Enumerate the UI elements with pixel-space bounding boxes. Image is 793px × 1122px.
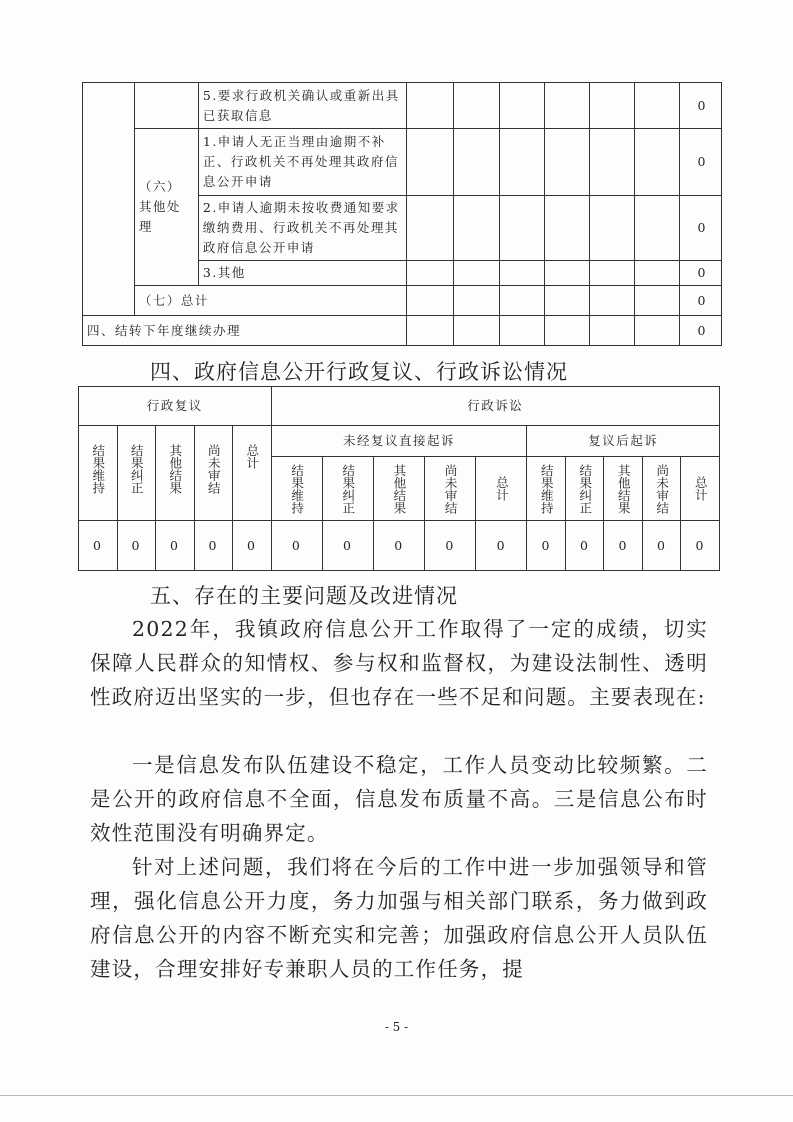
application-handling-table [82,82,722,346]
section-4-heading: 四、政府信息公开行政复议、行政诉讼情况 [150,360,568,384]
group-label: （六）其他处理 [134,129,198,286]
column-header [565,457,604,521]
value-cell: 0 [642,521,681,571]
value-cell: 0 [322,521,373,571]
value-cell: 0 [527,521,566,571]
scan-edge-line [0,1095,793,1096]
column-header [425,457,476,521]
paragraph: 一是信息发布队伍建设不稳定，工作人员变动比较频繁。二是公开的政府信息不全面，信息发布质量不高。三是信息公布时效性范围没有明确界定。 [90,753,708,845]
column-header [373,457,424,521]
column-header-text: 总计 [494,476,510,501]
value-cell: 0 [233,521,272,571]
column-header-text: 尚未审结 [206,444,222,494]
column-header-text: 结果纠正 [340,463,356,514]
column-header-text: 尚未审结 [654,463,670,514]
column-header-text: 结果纠正 [129,444,145,494]
after-review-header: 复议后起诉 [527,426,720,457]
column-header-text: 结果维持 [90,444,106,494]
column-header [476,457,527,521]
direct-suit-header: 未经复议直接起诉 [271,426,527,457]
row-value: 0 [679,286,721,316]
column-header [117,426,156,521]
column-header-text: 结果纠正 [577,463,593,514]
column-header [156,426,195,521]
paragraph: 针对上述问题，我们将在今后的工作中进一步加强领导和管理，强化信息公开力度，务力加强与相关部门联系，务力做到政府信息公开的内容不断充实和完善；加强政府信息公开人员队伍建设，合理安排好专兼职人员的工作任务，提 [90,855,708,981]
column-header [642,457,681,521]
column-header [527,457,566,521]
column-header [233,426,272,521]
table-row [83,129,722,196]
review-litigation-table [78,386,720,571]
row-label: 2.申请人逾期未按收费通知要求缴纳费用、行政机关不再处理其政府信息公开申请 [198,196,406,261]
column-header [194,426,233,521]
column-header-text: 结果维持 [539,463,555,514]
column-header [604,457,643,521]
row-value: 0 [679,129,721,196]
table-row [83,316,722,346]
row-value: 0 [679,261,721,286]
table-row [83,83,722,129]
row-label: 四、结转下年度继续办理 [83,316,407,346]
value-cell: 0 [373,521,424,571]
value-cell: 0 [156,521,195,571]
row-label: 3.其他 [198,261,406,286]
page-number: - 5 - [384,1020,409,1034]
row-value: 0 [679,196,721,261]
value-cell: 0 [194,521,233,571]
row-value: 0 [679,316,721,346]
paragraph: 2022年，我镇政府信息公开工作取得了一定的成绩，切实保障人民群众的知情权、参与权和监督权，为建设法制性、透明性政府迈出坚实的一步，但也存在一些不足和问题。主要表现在: [90,617,708,709]
value-cell: 0 [565,521,604,571]
column-header-text: 尚未审结 [443,463,459,514]
value-cell: 0 [271,521,322,571]
value-cell: 0 [79,521,118,571]
column-header-text: 总计 [244,444,260,469]
column-header [322,457,373,521]
column-header-text: 其他结果 [391,463,407,514]
column-header [681,457,720,521]
value-cell: 0 [681,521,720,571]
table-row [83,286,722,316]
column-header-text: 结果维持 [289,463,305,514]
row-label: 1.申请人无正当理由逾期不补正、行政机关不再处理其政府信息公开申请 [198,129,406,196]
column-header [79,426,118,521]
reconsideration-header: 行政复议 [79,387,272,426]
column-header-text: 其他结果 [616,463,632,514]
value-cell: 0 [604,521,643,571]
column-header-text: 总计 [693,476,709,501]
value-cell: 0 [425,521,476,571]
section-5-heading: 五、存在的主要问题及改进情况 [150,584,458,608]
column-header [271,457,322,521]
litigation-header: 行政诉讼 [271,387,720,426]
column-header-text: 其他结果 [167,444,183,494]
row-value: 0 [679,83,721,129]
row-label: 5.要求行政机关确认或重新出具已获取信息 [198,83,406,129]
value-cell: 0 [117,521,156,571]
value-cell: 0 [476,521,527,571]
row-label: （七）总计 [134,286,406,316]
